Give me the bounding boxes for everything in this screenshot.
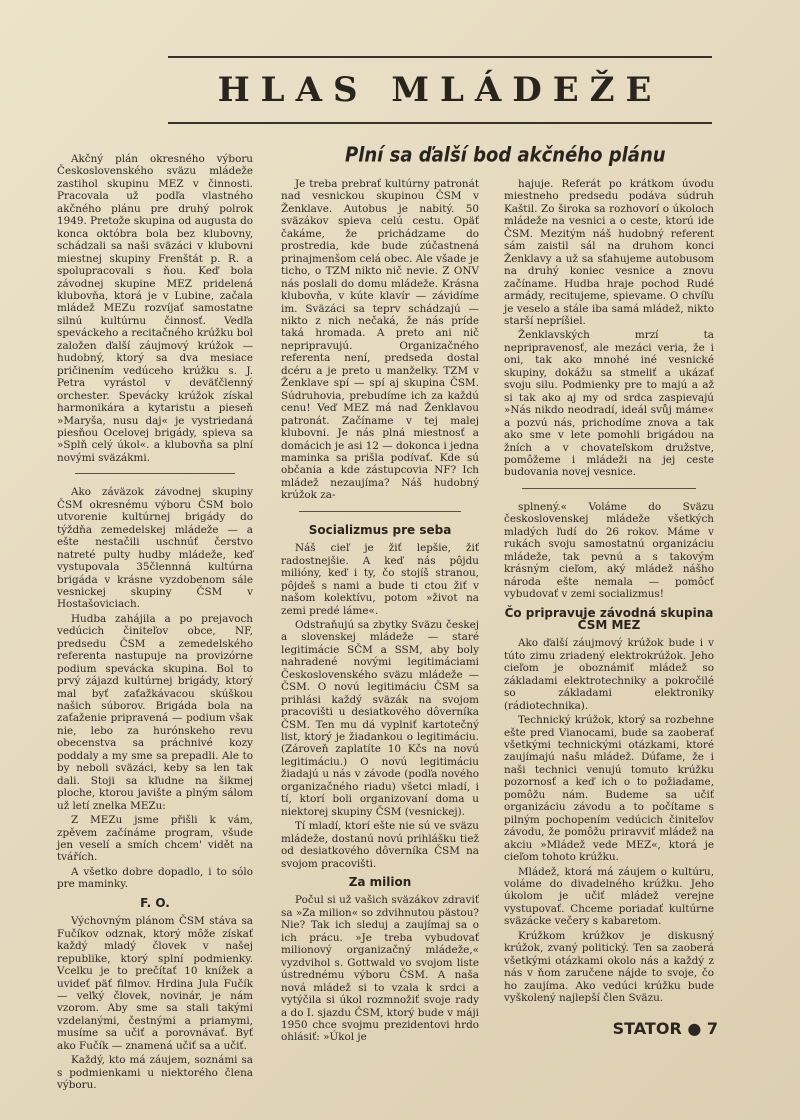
section-heading: Za milion [348,875,412,890]
paragraph: Technický krúžok, ktorý sa rozbehne ešte pred Vianocami, bude sa zaoberať všetkými technickými otázkami, ktoré zaujímajú našu mládež. Dúfame, že i naši technici venujú tomuto krúžku pozornosť a keď ich o to požiadame, pomôžu nám. Budeme sa učiť organizáciu závodu a to počítame s pilným pochopením vedúcich činiteľov závodu, že pomôžu priravviť mládež na akciu »Mládež vede MEZ«, ktorá je cieľom tohoto krúžku. [504,714,714,864]
paragraph: Výchovným plánom ČSM stáva sa Fučíkov odznak, ktorý môže získať každý mladý človek v našej republike, ktorý splní podmienky. Vcelku je to prečítať 10 knížek a uvideť päť filmov. Hrdina Jula Fučík — veľký človek, novinár, je nám vzorom. Aby sme sa stali takými vzdelanými, čestnými a priamymi, musíme sa učiť a porovnávať. Byť ako Fučík — znamená učiť sa a učiť. [57,915,253,1052]
paragraph: Počul si už vašich sväzákov zdraviť sa »Za milion« so zdvihnutou pästou? Nie? Tak ich sleduj a zaujímaj sa o ich prácu. »Je treba vybudovať milionový organizačný mládeže,« vyzdvihol s. Gottwald vo svojom liste ústrednému výboru ČSM. A naša nová mládež si to vzala k srdci a vytýčila si úkol rozmnožiť svoje rady a do I. sjazdu ČSM, ktorý bude v máji 1950 chce svojmu prezidentovi hrdo ohlásiť: »Úkol je [281,894,479,1044]
section-heading: Čo pripravuje závodná skupina ČSM MEZ [504,605,714,632]
paragraph: Ženklavských mrzí ta nepripravenosť, ale mezáci veria, že i oni, tak ako mnohé iné vesnické skupiny, dokážu sa stmeliť a ukázať svoju silu. Podmienky pre to majú a až si tak ako aj my od srdca zaspievajú »Nás nikdo neodradí, ideál svůj máme« a pozvú nás, prichodíme znova a tak ako sme v lete pomohli brigádou na žních a v chovateľskom družstve, pomôžeme i mládeži na jej ceste budovania novej vesnice. [504,329,714,479]
column-right [504,178,714,1005]
paragraph: Každý, kto má záujem, soznámi sa s podmienkami u niektorého člena výboru. [57,1054,253,1092]
paragraph: Odstraňujú sa zbytky Sväzu českej a slovenskej mládeže — staré legitimácie SČM a SSM, aby boly nahradené novými legitimáciami Československého sväzu mládeže — ČSM. O novú legitimáciu ČSM sa prihlási každý sväzák na svojom pracovišti u desiatkového dôverníka ČSM. Ten mu dá vyplniť kartotečný list, ktorý je žiadankou o legitimáciu. (Zároveň zaplatíte 10 Kčs na novú legitimáciu.) O novú legitimáciu žiadajú u nás v závode (podľa nového organizačného riadu) všetci mladí, i tí, ktorí boli organizovaní doma u niektorej skupiny ČSM (vesnickej). [281,618,479,818]
paragraph: Ako ďalší záujmový krúžok bude i v túto zimu zriadený elektrokrúžok. Jeho cieľom je oboznámiť mládež so základami elektrotechniky a pokročilé so základami elektroniky (rádiotechnika). [504,637,714,712]
paragraph: Ako záväzok závodnej skupiny ČSM okresnému výboru ČSM bolo utvorenie kultúrnej brigády do týždňa zemedelskej mládeže — a ešte nestačili uschnúť čerstvo natreté pulty hudby mládeže, keď vystupovala 35člennná kultúrna brigáda v krásne vyzdobenom sále vesnickej skupiny ČSM v Hostašoviciach. [57,486,253,611]
paragraph: Tí mladí, ktorí ešte nie sú ve sväzu mládeže, dostanú novú prihlášku tiež od desiatkového dôverníka ČSM na svojom pracovišti. [281,820,479,870]
masthead-title: HLAS MLÁDEŽE [217,70,663,110]
page-footer: STATOR ● 7 [612,1019,718,1038]
paragraph: Krúžkom krúžkov je diskusný krúžok, zvaný politický. Ten sa zaoberá všetkými otázkami okolo nás a každý z nás v ňom zaručene nájde to svoje, čo ho zaujíma. Ako vedúci krúžku bude vyškolený najlepší člen Sväzu. [504,929,714,1005]
paragraph: Mládež, ktorá má záujem o kultúru, voláme do divadelného krúžku. Jeho úkolom je učiť mládež verejne vystupovať. Chceme poriadať kultúrne sväzácke večery s kabaretom. [504,865,714,928]
paragraph: hajuje. Referát po krátkom úvodu miestneho predsedu podáva súdruh Kaštil. Zo široka sa rozhovorí o úkoloch mládeže na vesnici a o ceste, ktorú ide ČSM. Mezitým náš hudobný referent sám zaistil sál na druhom konci Ženklavy a už sa sťahujeme autobusom na druhý koniec vesnice a znovu začíname. Hudba hraje pochod Rudé armády, recitujeme, spievame. O chvíľu je veselo a stále iba samá mládež, nikto starší nepríšiel. [504,178,714,327]
paragraph: Hudba zahájila a po prejavoch vedúcich činiteľov obce, NF, predsedu ČSM a zemedelského referenta nastupuje na provizórne podium spevácka skupina. Bol to prvý zájazd kultúrnej brigády, ktorý mal byť zaťažkávacou skúškou našich súborov. Brigáda bola na zaťaženie pripravená — podium však nie, lebo za hurónskeho revu obecenstva sa práchnivé kozy poddaly a my sme sa prepadli. Ale to by neboli sväzáci, keby sa len tak dali. Stoji sa kľudne na šikmej ploche, ktorou javište a plným sálom už letí znelka MEZu: [57,612,253,812]
song-lyrics: Z MEZu jsme přišli k vám, zpěvem začínáme program, všude jen veselí a smích chcem' vidět na tvářích. [57,814,253,864]
divider [522,488,696,490]
author-signature: F. O. [140,895,170,910]
masthead [168,56,712,124]
divider [75,473,235,475]
section-heading: Socializmus pre seba [308,522,452,537]
paragraph: Je treba prebrať kultúrny patronát nad vesnickou skupinou ČSM v Ženklave. Autobus je nabitý. 50 sväzákov spieva celú cestu. Opäť čakáme, že prichádzame do prostredia, kde bude zúčastnená prinajmenšom celá obec. Ale všade je ticho, o TZM nikto nič nevie. Z ONV nás poslali do domu mládeže. Krásna klubovňa, v kúte klavír — závidíme im. Sväzáci sa teprv schádzajú — nikto z nich nečaká, že nás príde taká hromada. A preto ani nič nepripravujú. Organizačného referenta není, predseda dostal dcéru a je preto u manželky. TZM v Ženklave spí — spí aj skupina ČSM. Súdruhovia, prebudíme ich za každú cenu! Veď MEZ má nad Ženklavou patronát. Začíname v tej malej klubovni. Je nás plná miestnosť a domácich je asi 12 — dokonca i jedna maminka sa prišla podívať. Kde sú občania a kde zástupcovia NF? Ich mládež nezaujíma? Náš hudobný krúžok za- [281,178,479,502]
paragraph: splnený.« Voláme do Sväzu československej mládeže všetkých mladých ľudí do 26 rokov. Máme v rukách svoju samostatnú organizáciu mládeže, tak pevnú a s takovým krásným cieľom, aký mládež nášho národa ešte nemala — pomôcť vybudovať v zemi socializmus! [504,500,714,601]
divider [299,511,461,513]
article-headline: Plní sa ďalší bod akčného plánu [345,143,666,168]
column-left [57,153,253,1092]
column-middle [281,178,479,1044]
paragraph: Akčný plán okresného výboru Československého sväzu mládeže zastihol skupinu MEZ v činnosti. Pracovala už podľa vlastného akčného plánu pre druhý polrok 1949. Pretože skupina od augusta do konca októbra bola bez klubovny, schádzali sa naši sväzáci v klubovni miestnej skupiny Frenštát p. R. a spolupracovali s ňou. Keď bola závodnej skupine MEZ pridelená klubovňa, ktorá je v Lubine, začala mládež MEZu rozvíjať samostatne silnú kultúrnu činnosť. Vedľa speváckeho a recitačného krúžku bol založen ďalší záujmový krúžok — hudobný, ktorý sa dva mesiace pričinením vedúceho krúžku s. J. Petra vyrástol v deväťčlenný orchester. Spevácky krúžok získal harmonikára a kytaristu a pieseň »Maryša, nusu daj« je vystriedaná piesňou Ocelovej brigády, spieva sa »Splň celý úkol«. a klubovňa sa plní novými sväzákmi. [57,153,253,464]
paragraph: Náš cieľ je žiť lepšie, žiť radostnejšie. A keď nás pôjdu milióny, keď i ty, čo stojíš stranou, pôjdeš s nami a bude ti ctou žiť v našom kolektívu, potom »život na zemi predé láme«. [281,542,479,617]
paragraph: A všetko dobre dopadlo, i to sólo pre maminky. [57,865,253,891]
